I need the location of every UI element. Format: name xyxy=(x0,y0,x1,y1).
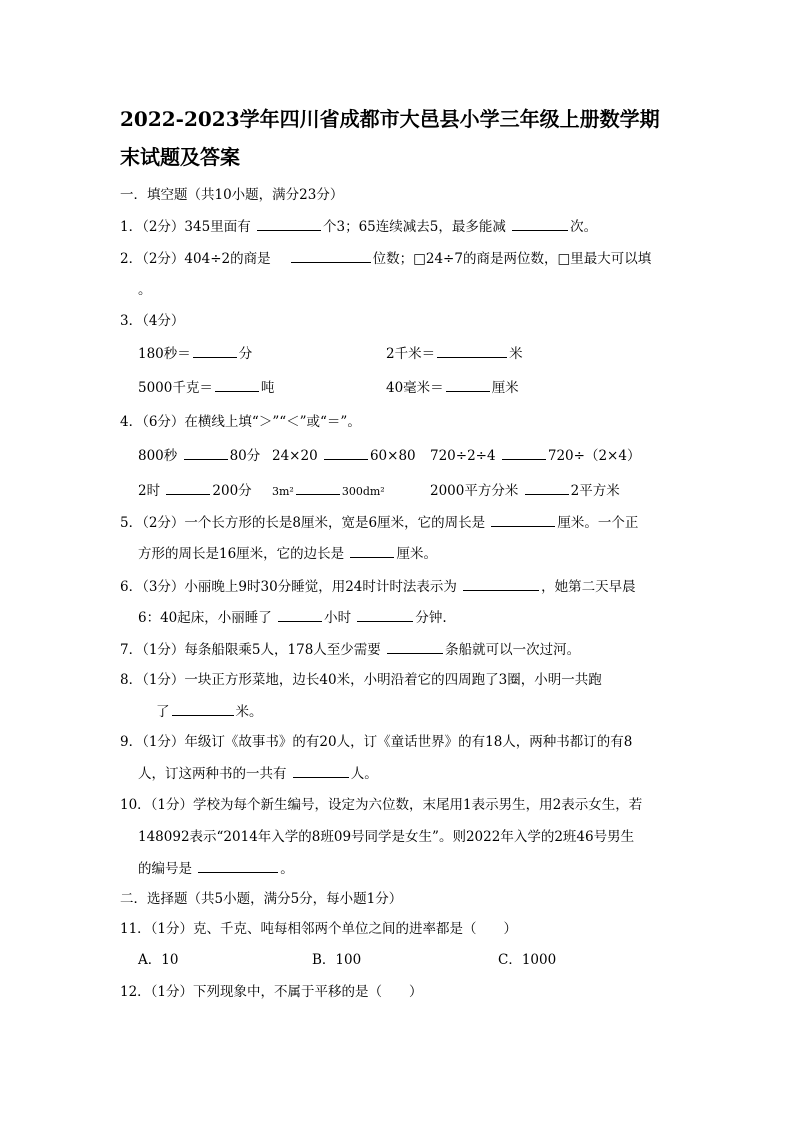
question-5-cont xyxy=(138,544,437,563)
question-5 xyxy=(120,513,638,532)
q-text: 80分 xyxy=(229,448,261,464)
q-text: 720÷2÷4 xyxy=(430,448,496,464)
question-1 xyxy=(120,217,597,236)
question-6 xyxy=(120,577,636,596)
q-text: 2000平方分米 xyxy=(430,483,519,499)
q-text: 60×80 xyxy=(369,448,416,464)
q-text: 次。 xyxy=(570,219,598,235)
answer-blank[interactable] xyxy=(387,640,443,654)
q-text: 300dm² xyxy=(341,485,385,498)
q4-item-f xyxy=(430,481,620,500)
question-12: 12．（1分）下列现象中，不属于平移的是（ ） xyxy=(120,984,423,1000)
question-8: 8．（1分）一块正方形菜地，边长40米，小明沿着它的四周跑了3圈，小明一共跑 xyxy=(120,672,602,688)
answer-blank[interactable] xyxy=(296,481,340,495)
answer-blank[interactable] xyxy=(463,577,539,591)
q3-row2-right xyxy=(386,378,519,397)
question-10-cont2 xyxy=(138,859,294,878)
q-text: 吨 xyxy=(260,380,275,396)
answer-blank[interactable] xyxy=(257,217,321,231)
q-text: 厘米。 xyxy=(396,546,437,562)
q-text: 厘米 xyxy=(491,380,519,396)
q-text: 分 xyxy=(238,346,253,362)
answer-blank[interactable] xyxy=(502,446,546,460)
question-3: 3．（4分） xyxy=(120,313,185,329)
q-text: 1．（2分）345里面有 xyxy=(120,219,251,235)
option-c[interactable]: C．1000 xyxy=(498,952,557,968)
q-text: 2．（2分）404÷2的商是 xyxy=(120,251,271,267)
answer-blank[interactable] xyxy=(278,608,322,622)
question-2-end: 。 xyxy=(138,282,152,298)
q-text: ，她第二天早晨 xyxy=(541,579,636,595)
q-text: 2千米＝ xyxy=(386,346,436,362)
q-text: 小时 xyxy=(324,610,352,626)
q-text: 了 xyxy=(156,704,170,720)
question-2 xyxy=(120,249,651,268)
question-11: 11．（1分）克、千克、吨每相邻两个单位之间的进率都是（ ） xyxy=(120,921,518,937)
question-10: 10．（1分）学校为每个新生编号，设定为六位数，末尾用1表示男生，用2表示女生，若 xyxy=(120,797,643,813)
q4-item-d xyxy=(138,481,252,500)
q4-item-e xyxy=(272,481,385,501)
q3-row2-left xyxy=(138,378,274,397)
answer-blank[interactable] xyxy=(291,249,371,263)
q-text: 人，订这两种书的一共有 xyxy=(138,766,287,782)
answer-blank[interactable] xyxy=(293,764,349,778)
answer-blank[interactable] xyxy=(512,217,568,231)
q-text: 的编号是 xyxy=(138,861,192,877)
answer-blank[interactable] xyxy=(357,608,413,622)
q-text: 厘米。一个正 xyxy=(557,515,639,531)
q-text: 条船就可以一次过河。 xyxy=(445,642,581,658)
section-heading-1: 一．填空题（共10小题，满分23分） xyxy=(120,187,344,203)
q-text: 720÷（2×4） xyxy=(547,448,641,464)
q-text: 米。 xyxy=(235,704,263,720)
q-text: 5．（2分）一个长方形的长是8厘米，宽是6厘米，它的周长是 xyxy=(120,515,486,531)
option-b[interactable]: B．100 xyxy=(312,952,362,968)
answer-blank[interactable] xyxy=(184,446,228,460)
option-a[interactable]: A．10 xyxy=(138,952,179,968)
question-9: 9．（1分）年级订《故事书》的有20人，订《童话世界》的有18人，两种书都订的有8 xyxy=(120,734,633,750)
q-text: 2平方米 xyxy=(570,483,620,499)
answer-blank[interactable] xyxy=(172,702,234,716)
q-text: 200分 xyxy=(212,483,252,499)
q-text: 位数；□24÷7的商是两位数，□里最大可以填 xyxy=(372,251,652,267)
answer-blank[interactable] xyxy=(491,513,555,527)
question-9-cont xyxy=(138,764,378,783)
q-text: 180秒＝ xyxy=(138,346,191,362)
q-text: 。 xyxy=(280,861,294,877)
answer-blank[interactable] xyxy=(446,378,490,392)
q4-item-a xyxy=(138,446,260,465)
q-text: 7．（1分）每条船限乘5人，178人至少需要 xyxy=(120,642,381,658)
question-8-cont xyxy=(156,702,263,721)
answer-blank[interactable] xyxy=(166,481,210,495)
q-text: 米 xyxy=(509,346,523,362)
doc-title-line2: 末试题及答案 xyxy=(120,145,240,169)
question-4: 4．（6分）在横线上填“＞”“＜”或“＝”。 xyxy=(120,414,361,430)
answer-blank[interactable] xyxy=(350,544,394,558)
section-heading-2: 二．选择题（共5小题，满分5分，每小题1分） xyxy=(120,891,403,907)
q-text: 6．（3分）小丽晚上9时30分睡觉，用24时计时法表示为 xyxy=(120,579,457,595)
q4-item-b xyxy=(272,446,416,465)
q4-item-c xyxy=(430,446,640,465)
answer-blank[interactable] xyxy=(215,378,259,392)
q3-row1-right xyxy=(386,344,523,363)
q-text: 40毫米＝ xyxy=(386,380,444,396)
question-6-cont xyxy=(138,608,447,627)
question-7 xyxy=(120,640,580,659)
question-10-cont: 148092表示“2014年入学的8班09号同学是女生”。则2022年入学的2班46号男生 xyxy=(138,829,635,845)
answer-blank[interactable] xyxy=(198,859,278,873)
q3-row1-left xyxy=(138,344,252,363)
q-text: 6：40起床，小丽睡了 xyxy=(138,610,272,626)
q-text: 5000千克＝ xyxy=(138,380,213,396)
answer-blank[interactable] xyxy=(437,344,507,358)
q-text: 24×20 xyxy=(272,448,318,464)
q-text: 方形的周长是16厘米，它的边长是 xyxy=(138,546,345,562)
answer-blank[interactable] xyxy=(193,344,237,358)
q-text: 800秒 xyxy=(138,448,178,464)
answer-blank[interactable] xyxy=(525,481,569,495)
q-text: 分钟. xyxy=(415,610,447,626)
q-text: 个3；65连续减去5，最多能减 xyxy=(323,219,506,235)
doc-title-line1: 2022-2023学年四川省成都市大邑县小学三年级上册数学期 xyxy=(120,107,660,131)
q-text: 人。 xyxy=(350,766,378,782)
q-text: 3m² xyxy=(272,485,294,498)
q-text: 2时 xyxy=(138,483,161,499)
answer-blank[interactable] xyxy=(324,446,368,460)
